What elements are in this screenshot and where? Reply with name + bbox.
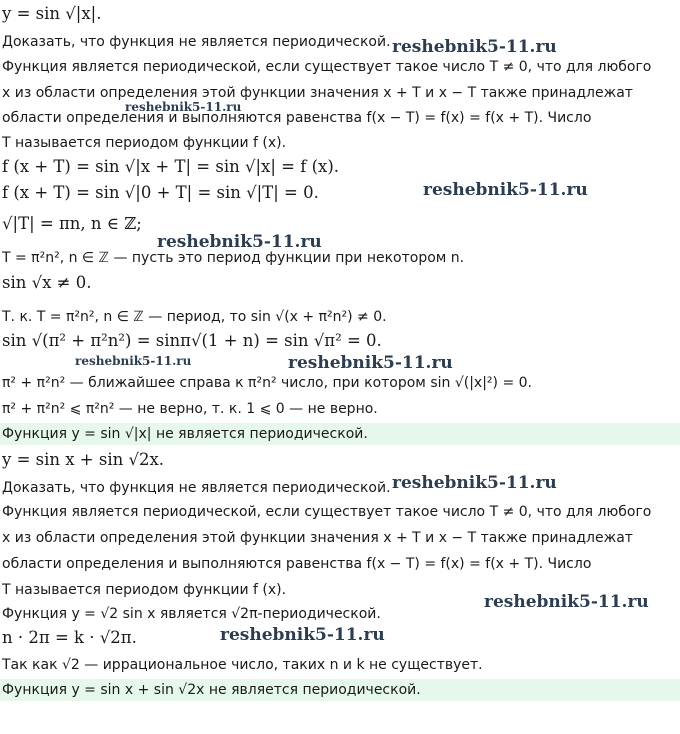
watermark: reshebnik5-11.ru [75, 354, 192, 368]
text-line: Доказать, что функция не является периодической. [2, 34, 391, 50]
text-line: области определения и выполняются равенства f(x − T) = f(x) = f(x + T). Число [2, 110, 592, 126]
watermark: reshebnik5-11.ru [125, 100, 242, 114]
math-line: y = sin x + sin √2x. [2, 450, 165, 469]
math-line: y = sin √|x|. [2, 4, 102, 23]
math-line: n · 2π = k · √2π. [2, 628, 137, 647]
watermark: reshebnik5-11.ru [392, 37, 557, 57]
text-line: Функция y = √2 sin x является √2π-периодической. [2, 606, 381, 622]
text-line: x из области определения этой функции значения x + T и x − T также принадлежат [2, 530, 633, 546]
math-line: f (x + T) = sin √|0 + T| = sin √|T| = 0. [2, 183, 319, 202]
text-line: Так как √2 — иррациональное число, таких n и k не существует. [2, 657, 483, 673]
watermark: reshebnik5-11.ru [220, 625, 385, 645]
conclusion-highlight: Функция y = sin √|x| не является периодической. [0, 423, 680, 445]
watermark: reshebnik5-11.ru [157, 232, 322, 252]
watermark: reshebnik5-11.ru [423, 180, 588, 200]
watermark: reshebnik5-11.ru [484, 592, 649, 612]
conclusion-highlight: Функция y = sin x + sin √2x не является периодической. [0, 679, 680, 701]
watermark: reshebnik5-11.ru [392, 473, 557, 493]
text-line: π² + π²n² — ближайшее справа к π²n² число, при котором sin √(|x|²) = 0. [2, 375, 532, 391]
text-line: π² + π²n² ⩽ π²n² — не верно, т. к. 1 ⩽ 0 — не верно. [2, 401, 378, 417]
text-line: Доказать, что функция не является периодической. [2, 480, 391, 496]
watermark: reshebnik5-11.ru [288, 353, 453, 373]
text-line: Т. к. T = π²n², n ∈ ℤ — период, то sin √(x + π²n²) ≠ 0. [2, 309, 387, 325]
text-line: x из области определения этой функции значения x + T и x − T также принадлежат [2, 85, 633, 101]
text-line: области определения и выполняются равенства f(x − T) = f(x) = f(x + T). Число [2, 556, 592, 572]
math-line: sin √(π² + π²n²) = sinπ√(1 + n) = sin √π² = 0. [2, 331, 382, 350]
math-line: sin √x ≠ 0. [2, 273, 92, 292]
text-line: Функция является периодической, если существует такое число T ≠ 0, что для любого [2, 504, 652, 520]
math-line: f (x + T) = sin √|x + T| = sin √|x| = f (x). [2, 157, 340, 176]
text-line: T называется периодом функции f (x). [2, 135, 287, 151]
text-line: T = π²n², n ∈ ℤ — пусть это период функции при некотором n. [2, 250, 465, 266]
text-line: Функция является периодической, если существует такое число T ≠ 0, что для любого [2, 59, 652, 75]
text-line: T называется периодом функции f (x). [2, 582, 287, 598]
math-line: √|T| = πn, n ∈ ℤ; [2, 214, 142, 233]
